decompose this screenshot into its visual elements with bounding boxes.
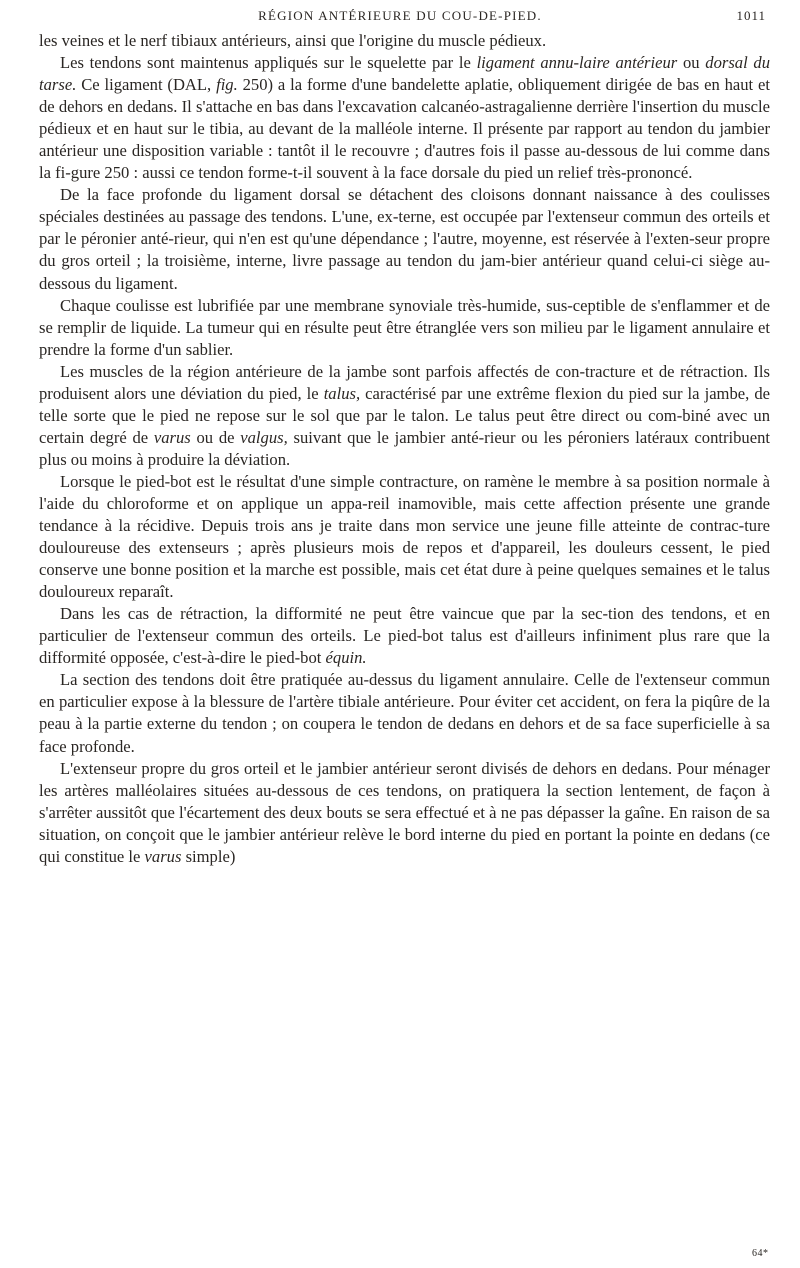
italic-term: talus,: [323, 383, 361, 403]
italic-term: varus: [144, 846, 182, 866]
text-run: De la face profonde du ligament dorsal se détachent des cloisons donnant naissance à des coulisses spéciales destinées au passage des tendons. L'une, ex-terne, est occupée par l'extenseur commun des orteils et par le péronier anté-rieur, qui n'en est qu'une dépendance ; l'autre, moyenne, est réservée à l'exten-seur propre du gros orteil ; la troisième, interne, livre passage au tendon du jam-bier antérieur quand celui-ci siège au-dessous du ligament.: [39, 185, 770, 293]
paragraph: [39, 30, 770, 52]
paragraph: [39, 295, 770, 361]
paragraph: [39, 603, 770, 669]
text-run: 250) a la forme d'une bandelette aplatie, obliquement dirigée de bas en haut et de dehors en dedans. Il s'attache en bas dans l'excavation calcanéo-astragalienne derrière l'insertion du muscle pédieux et en haut sur le tibia, au devant de la malléole interne. Il présente par rapport au tendon du jambier antérieur une disposition variable : tantôt il le recouvre ; d'autres fois il passe au-dessous de lui comme dans la fi-gure 250 : aussi ce tendon forme-t-il souvent à la face dorsale du pied un relief très-prononcé.: [39, 75, 771, 183]
text-run: Les tendons sont maintenus appliqués sur le squelette par le: [60, 53, 477, 73]
text-run: Les muscles de la région antérieure de la jambe sont parfois affectés de con-tracture et de rétraction. Ils produisent alors une déviation du pied, le: [39, 361, 770, 403]
text-run: les veines et le nerf tibiaux antérieurs, ainsi que l'origine du muscle pédieux.: [39, 31, 547, 50]
paragraph: [39, 184, 770, 294]
italic-term: équin.: [325, 648, 367, 668]
text-run: La section des tendons doit être pratiquée au-dessus du ligament annulaire. Celle de l'extenseur commun en particulier expose à la blessure de l'artère tibiale antérieure. Pour éviter cet accident, on fera la piqûre de la peau à la partie externe du tendon ; on coupera le tendon de dedans en dehors et de sa face superficielle à sa face profonde.: [39, 670, 770, 756]
italic-term: valgus,: [240, 427, 288, 447]
text-run: suivant que le jambier anté-rieur ou les péroniers latéraux contribuent plus ou moins à produire la déviation.: [39, 427, 771, 469]
italic-term: dorsal du tarse.: [39, 53, 770, 95]
text-run: Chaque coulisse est lubrifiée par une membrane synoviale très-humide, sus-ceptible de s'enflammer et de se remplir de liquide. La tumeur qui en résulte peut être étranglée vers son milieu par le ligament annulaire et prendre la forme d'un sablier.: [39, 295, 770, 359]
body-text: [39, 30, 770, 868]
paragraph: [39, 52, 770, 184]
text-run: ou de: [190, 427, 241, 447]
paragraph: [39, 669, 770, 757]
text-run: Ce ligament (DAL,: [76, 75, 217, 95]
paragraph: [39, 471, 770, 603]
text-run: simple): [181, 846, 236, 866]
text-run: Dans les cas de rétraction, la difformité ne peut être vaincue que par la sec-tion des tendons, et en particulier de l'extenseur commun des orteils. Le pied-bot talus est d'ailleurs infiniment plus rare que la difformité opposée, c'est-à-dire le pied-bot: [39, 604, 770, 668]
paragraph: [39, 758, 770, 868]
running-title: RÉGION ANTÉRIEURE DU COU-DE-PIED.: [258, 8, 542, 23]
printer-signature: 64*: [752, 1248, 769, 1259]
italic-term: ligament annu-laire antérieur: [476, 53, 678, 73]
text-run: Lorsque le pied-bot est le résultat d'une simple contracture, on ramène le membre à sa position normale à l'aide du chloroforme et on applique un appa-reil inamovible, mais cette affection présente une grande tendance à la récidive. Depuis trois ans je traite dans mon service une jeune fille atteinte de contrac-ture douloureuse des extenseurs ; après plusieurs mois de repos et d'appareil, les douleurs cessent, le pied conserve une bonne position et la marche est possible, mais cet état dure à peine quelques semaines et le talus douloureux reparaît.: [39, 471, 770, 602]
page-number: 1011: [736, 8, 766, 23]
text-run: caractérisé par une extrême flexion du pied sur la jambe, de telle sorte que le pied ne repose sur le sol que par le talon. Le talus peut être direct ou com-biné avec un certain degré de: [39, 383, 770, 447]
text-run: L'extenseur propre du gros orteil et le jambier antérieur seront divisés de dehors en dedans. Pour ménager les artères malléolaires situées au-dessous de ces tendons, on pratiquera la section lentement, de façon à s'arrêter aussitôt que l'écartement des deux bouts se sera effectué et à ne pas dépasser la gaîne. En raison de sa situation, on conçoit que le jambier antérieur relève le bord interne du pied en portant la pointe en dedans (ce qui constitue le: [39, 758, 770, 866]
italic-term: fig.: [216, 75, 238, 95]
running-head: [0, 6, 800, 30]
paragraph: [39, 361, 770, 471]
italic-term: varus: [153, 427, 191, 447]
text-run: ou: [677, 53, 706, 73]
